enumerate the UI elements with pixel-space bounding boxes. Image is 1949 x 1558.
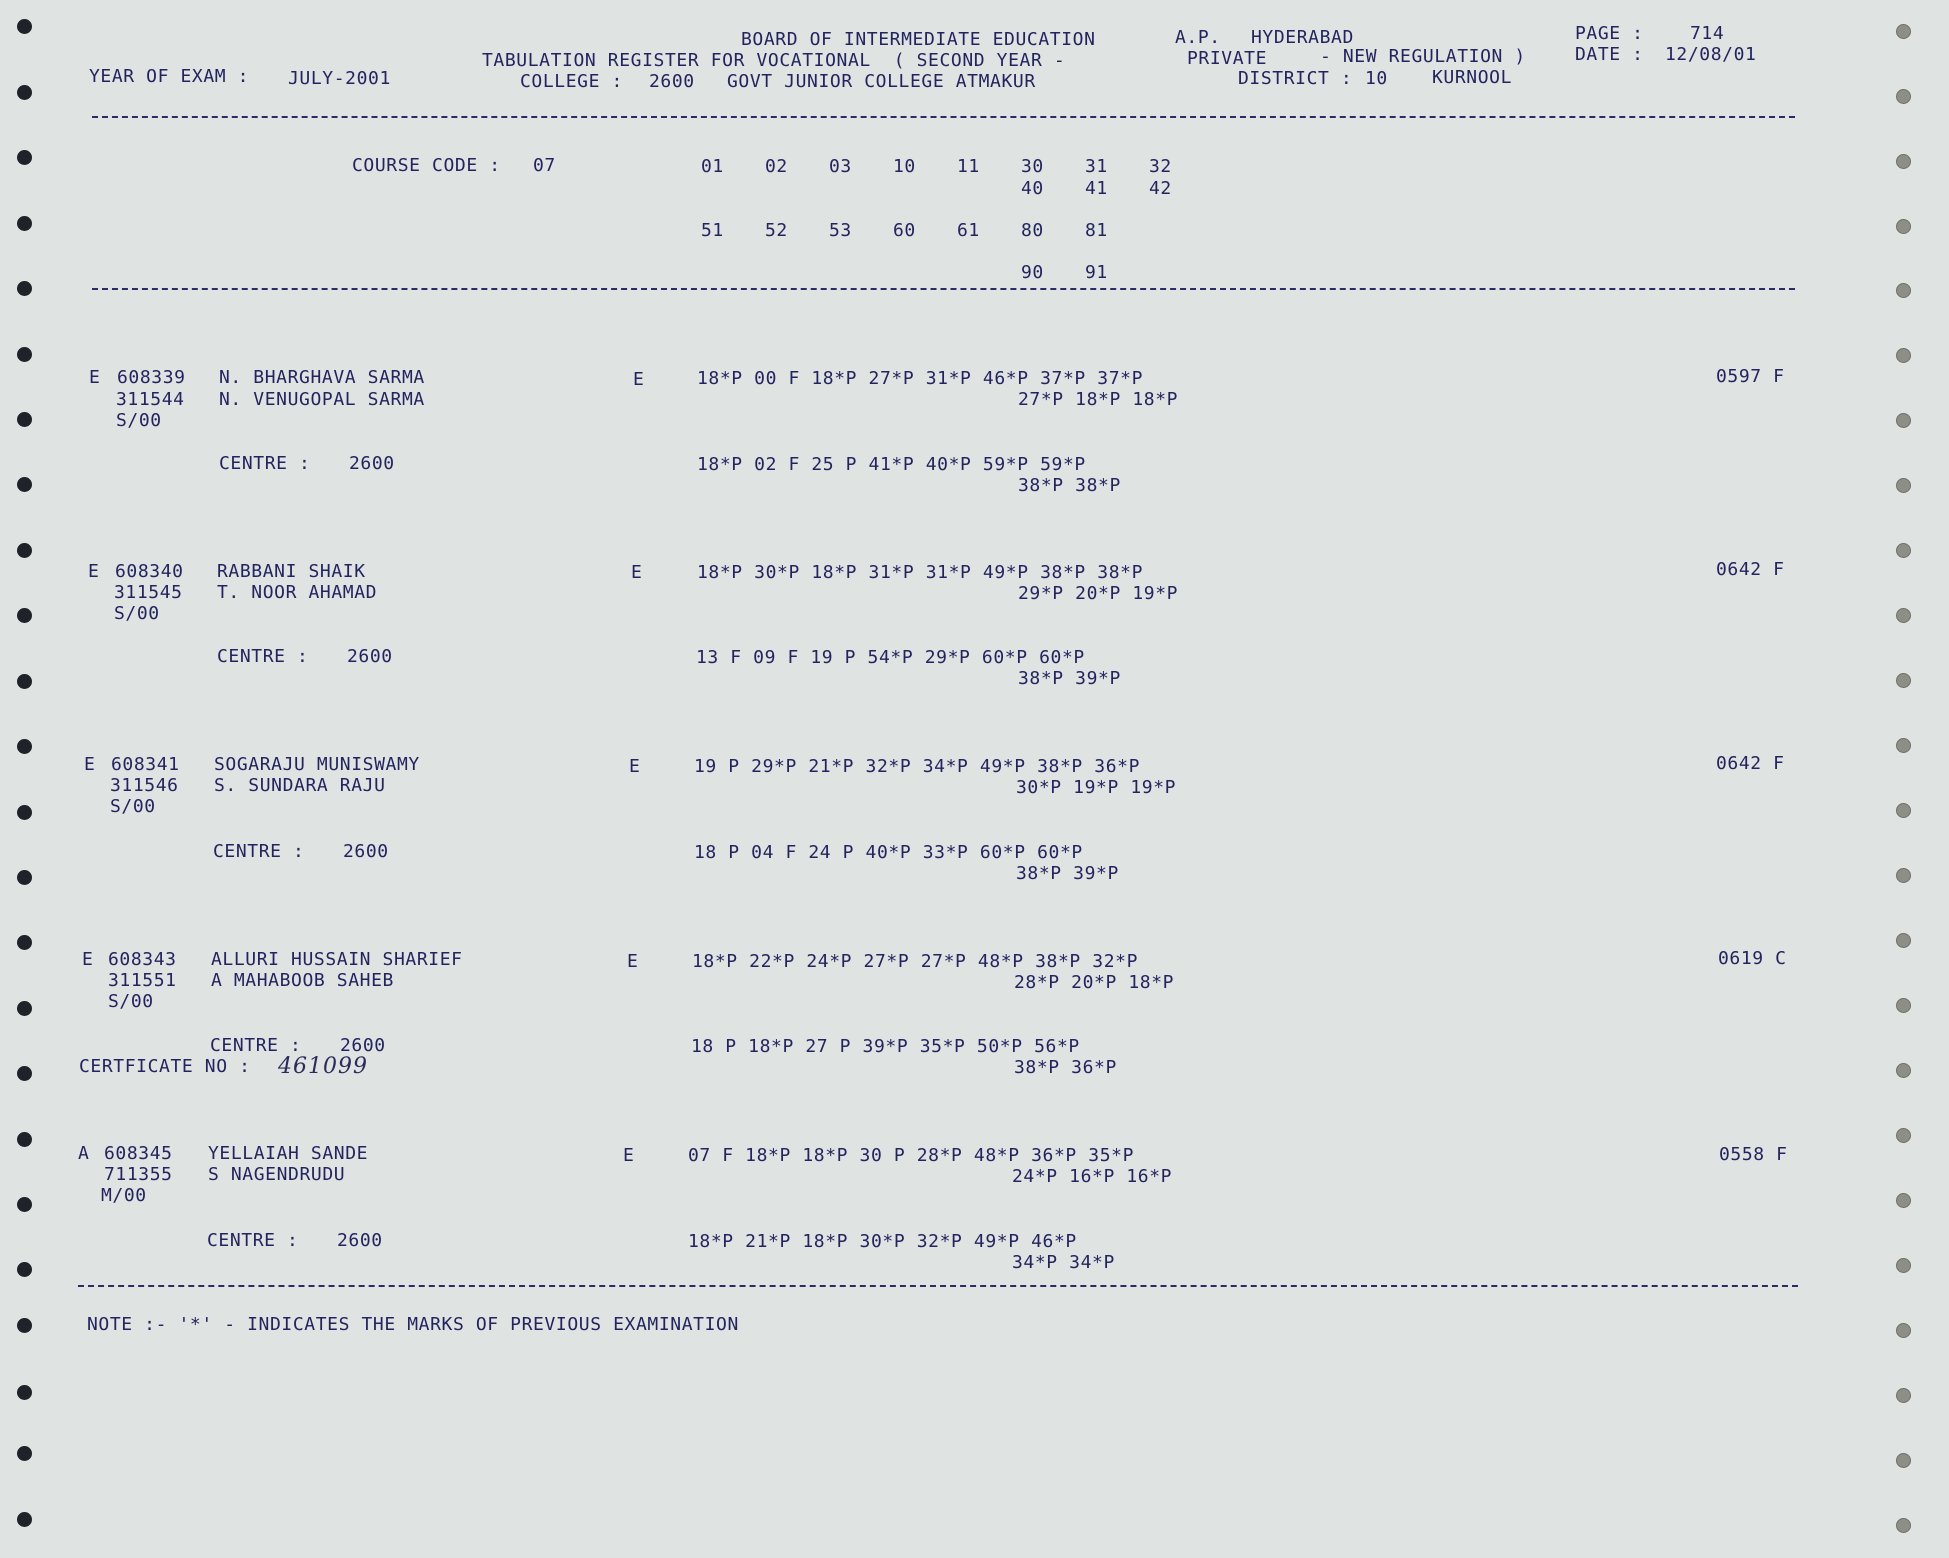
feed-hole [17,1132,32,1147]
feed-hole [17,1066,32,1081]
medium: E [633,369,645,390]
subject-code: 10 [893,156,916,177]
feed-hole [17,543,32,558]
feed-hole [17,1385,32,1400]
record-prefix: A [78,1143,90,1164]
feed-hole [17,1262,32,1277]
hall-ticket-number: 608345 [104,1143,173,1164]
feed-hole [17,1446,32,1461]
separator-line [92,288,1795,290]
centre-code: 2600 [347,646,393,667]
page-number: 714 [1690,23,1725,44]
subject-code: 30 [1021,156,1044,177]
course-code-label: COURSE CODE : [352,155,501,176]
feed-hole [1896,868,1911,883]
subject-code: 41 [1085,178,1108,199]
marks-line: 07 F 18*P 18*P 30 P 28*P 48*P 36*P 35*P [688,1145,1135,1166]
student-name: SOGARAJU MUNISWAMY [214,754,420,775]
medium: E [623,1145,635,1166]
feed-hole [1896,413,1911,428]
subject-code: 02 [765,156,788,177]
student-name: RABBANI SHAIK [217,561,366,582]
student-name: ALLURI HUSSAIN SHARIEF [211,949,463,970]
feed-hole [17,19,32,34]
marks-line: 38*P 36*P [1014,1057,1117,1078]
state-name: A.P. [1175,27,1221,48]
feed-hole [1896,1518,1911,1533]
subject-code: 42 [1149,178,1172,199]
total-result: 0642 F [1716,559,1785,580]
feed-hole [17,870,32,885]
subject-code: 52 [765,220,788,241]
record-prefix: E [89,367,101,388]
marks-line: 18 P 04 F 24 P 40*P 33*P 60*P 60*P [694,842,1083,863]
relation-code: M/00 [101,1185,147,1206]
subject-code: 01 [701,156,724,177]
feed-hole [1896,608,1911,623]
marks-line: 18 P 18*P 27 P 39*P 35*P 50*P 56*P [691,1036,1080,1057]
feed-hole [1896,478,1911,493]
feed-hole [1896,154,1911,169]
feed-hole [17,85,32,100]
hall-ticket-number: 608341 [111,754,180,775]
marks-line: 29*P 20*P 19*P [1018,583,1179,604]
registration-number: 711355 [104,1164,173,1185]
subject-code: 31 [1085,156,1108,177]
marks-line: 19 P 29*P 21*P 32*P 34*P 49*P 38*P 36*P [694,756,1141,777]
feed-hole [1896,1193,1911,1208]
feed-hole [1896,1323,1911,1338]
hall-ticket-number: 608340 [115,561,184,582]
centre-code: 2600 [349,453,395,474]
marks-line: 27*P 18*P 18*P [1018,389,1179,410]
feed-hole [1896,219,1911,234]
hall-ticket-number: 608343 [108,949,177,970]
feed-hole [17,281,32,296]
district-code: 10 [1365,68,1388,89]
year-label: YEAR OF EXAM : [89,66,250,87]
medium: E [627,951,639,972]
subject-code: 53 [829,220,852,241]
college-code: 2600 [649,71,695,92]
subject-code: 60 [893,220,916,241]
medium: E [631,562,643,583]
college-name: GOVT JUNIOR COLLEGE ATMAKUR [727,71,1036,92]
feed-hole [17,805,32,820]
centre-label: CENTRE : [219,453,311,474]
record-prefix: E [84,754,96,775]
feed-hole [1896,803,1911,818]
total-result: 0558 F [1719,1144,1788,1165]
centre-code: 2600 [343,841,389,862]
registration-number: 311545 [114,582,183,603]
feed-hole [17,1197,32,1212]
subject-code: 11 [957,156,980,177]
feed-hole [1896,1453,1911,1468]
feed-hole [17,935,32,950]
feed-hole [17,150,32,165]
father-name: N. VENUGOPAL SARMA [219,389,425,410]
subject-code: 91 [1085,262,1108,283]
page-label: PAGE : [1575,23,1644,44]
subject-code: 03 [829,156,852,177]
total-result: 0619 C [1718,948,1787,969]
city-name: HYDERABAD [1251,27,1354,48]
feed-hole [1896,1388,1911,1403]
father-name: S NAGENDRUDU [208,1164,346,1185]
hall-ticket-number: 608339 [117,367,186,388]
centre-code: 2600 [337,1230,383,1251]
register-title: TABULATION REGISTER FOR VOCATIONAL ( SECOND YEAR - [482,50,1066,71]
board-name: BOARD OF INTERMEDIATE EDUCATION [741,29,1096,50]
centre-code: 2600 [340,1035,386,1056]
feed-hole [1896,1063,1911,1078]
registration-number: 311551 [108,970,177,991]
feed-hole [1896,283,1911,298]
relation-code: S/00 [110,796,156,817]
medium: E [629,756,641,777]
feed-hole [1896,1128,1911,1143]
feed-hole [1896,673,1911,688]
district-name: KURNOOL [1432,67,1513,88]
feed-hole [17,477,32,492]
relation-code: S/00 [114,603,160,624]
record-prefix: E [82,949,94,970]
feed-hole [1896,89,1911,104]
feed-hole [1896,348,1911,363]
footnote: NOTE :- '*' - INDICATES THE MARKS OF PREVIOUS EXAMINATION [87,1314,739,1335]
feed-hole [17,1001,32,1016]
centre-label: CENTRE : [207,1230,299,1251]
course-code: 07 [533,155,556,176]
feed-hole [1896,1258,1911,1273]
marks-line: 38*P 39*P [1018,668,1121,689]
student-name: N. BHARGHAVA SARMA [219,367,425,388]
feed-hole [17,608,32,623]
regulation-label: - NEW REGULATION ) [1320,46,1526,67]
marks-line: 38*P 39*P [1016,863,1119,884]
relation-code: S/00 [108,991,154,1012]
record-prefix: E [88,561,100,582]
centre-label: CENTRE : [210,1035,302,1056]
subject-code: 80 [1021,220,1044,241]
date-label: DATE : [1575,44,1644,65]
subject-code: 81 [1085,220,1108,241]
report-date: 12/08/01 [1665,44,1757,65]
father-name: S. SUNDARA RAJU [214,775,386,796]
certificate-label: CERTFICATE NO : [79,1056,251,1077]
relation-code: S/00 [116,410,162,431]
marks-line: 18*P 00 F 18*P 27*P 31*P 46*P 37*P 37*P [697,368,1144,389]
centre-label: CENTRE : [217,646,309,667]
feed-hole [1896,24,1911,39]
feed-hole [17,216,32,231]
subject-code: 61 [957,220,980,241]
marks-line: 34*P 34*P [1012,1252,1115,1273]
separator-line [92,116,1795,118]
feed-hole [17,674,32,689]
marks-line: 13 F 09 F 19 P 54*P 29*P 60*P 60*P [696,647,1085,668]
subject-code: 51 [701,220,724,241]
marks-line: 30*P 19*P 19*P [1016,777,1177,798]
college-label: COLLEGE : [520,71,623,92]
marks-line: 18*P 02 F 25 P 41*P 40*P 59*P 59*P [697,454,1086,475]
father-name: T. NOOR AHAMAD [217,582,378,603]
feed-hole [1896,543,1911,558]
feed-hole [1896,998,1911,1013]
marks-line: 24*P 16*P 16*P [1012,1166,1173,1187]
feed-hole [17,347,32,362]
registration-number: 311546 [110,775,179,796]
marks-line: 38*P 38*P [1018,475,1121,496]
private-label: PRIVATE [1187,48,1268,69]
certificate-number-handwritten: 461099 [278,1054,368,1079]
marks-line: 18*P 22*P 24*P 27*P 27*P 48*P 38*P 32*P [692,951,1139,972]
feed-hole [17,412,32,427]
feed-hole [1896,738,1911,753]
total-result: 0597 F [1716,366,1785,387]
feed-hole [17,1318,32,1333]
marks-line: 28*P 20*P 18*P [1014,972,1175,993]
feed-hole [17,1512,32,1527]
centre-label: CENTRE : [213,841,305,862]
father-name: A MAHABOOB SAHEB [211,970,394,991]
student-name: YELLAIAH SANDE [208,1143,369,1164]
marks-line: 18*P 21*P 18*P 30*P 32*P 49*P 46*P [688,1231,1077,1252]
feed-hole [1896,933,1911,948]
registration-number: 311544 [116,389,185,410]
subject-code: 32 [1149,156,1172,177]
subject-code: 90 [1021,262,1044,283]
separator-line [78,1285,1798,1287]
subject-code: 40 [1021,178,1044,199]
total-result: 0642 F [1716,753,1785,774]
district-label: DISTRICT : [1238,68,1353,89]
marks-line: 18*P 30*P 18*P 31*P 31*P 49*P 38*P 38*P [697,562,1144,583]
feed-hole [17,739,32,754]
exam-year: JULY-2001 [288,68,391,89]
